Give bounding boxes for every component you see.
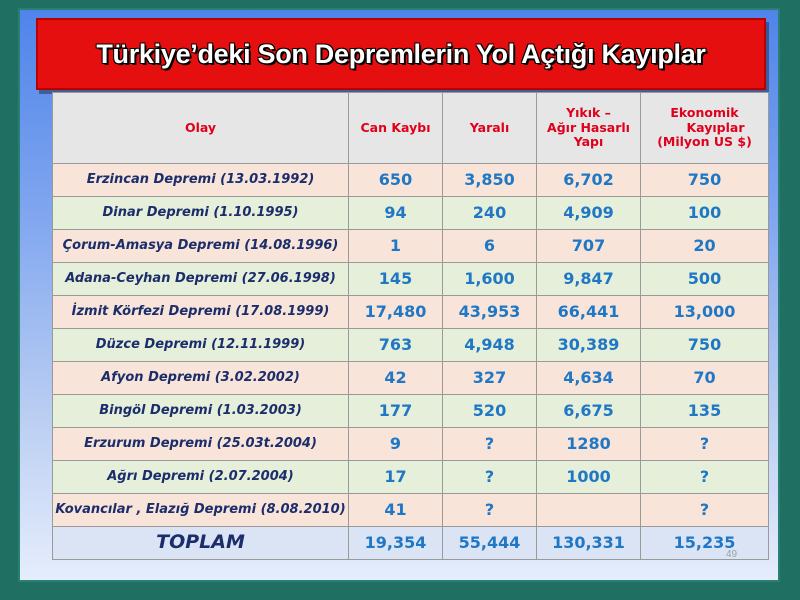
damaged-cell: 6,702 <box>537 164 641 197</box>
header-event: Olay <box>53 93 349 164</box>
table-row <box>53 164 769 197</box>
table-row <box>53 197 769 230</box>
table-row <box>53 296 769 329</box>
damaged-cell: 707 <box>537 230 641 263</box>
deaths-cell: 177 <box>349 395 443 428</box>
event-cell: Çorum-Amasya Depremi (14.08.1996) <box>53 230 349 263</box>
total-economic: 15,235 <box>641 527 769 560</box>
damaged-cell: 4,909 <box>537 197 641 230</box>
header-economic-losses <box>641 93 769 164</box>
header-damaged-line1: Yıkık – <box>566 105 611 121</box>
table-header-row <box>53 93 769 164</box>
economic-cell: 750 <box>641 164 769 197</box>
injured-cell: 240 <box>443 197 537 230</box>
economic-cell: ? <box>641 461 769 494</box>
damaged-cell: 30,389 <box>537 329 641 362</box>
economic-cell: 750 <box>641 329 769 362</box>
event-cell: Düzce Depremi (12.11.1999) <box>53 329 349 362</box>
total-injured: 55,444 <box>443 527 537 560</box>
damaged-cell: 9,847 <box>537 263 641 296</box>
damaged-cell: 6,675 <box>537 395 641 428</box>
economic-cell: 13,000 <box>641 296 769 329</box>
header-damaged-line3: Yapı <box>573 134 604 150</box>
header-deaths: Can Kaybı <box>349 93 443 164</box>
total-row <box>53 527 769 560</box>
deaths-cell: 17,480 <box>349 296 443 329</box>
table-row <box>53 263 769 296</box>
deaths-cell: 763 <box>349 329 443 362</box>
damaged-cell: 66,441 <box>537 296 641 329</box>
injured-cell: 3,850 <box>443 164 537 197</box>
event-cell: Afyon Depremi (3.02.2002) <box>53 362 349 395</box>
table-row <box>53 461 769 494</box>
total-deaths: 19,354 <box>349 527 443 560</box>
header-damaged-line2: Ağır Hasarlı <box>547 119 630 135</box>
injured-cell: 1,600 <box>443 263 537 296</box>
page-number: 49 <box>726 549 738 560</box>
deaths-cell: 145 <box>349 263 443 296</box>
total-label: TOPLAM <box>53 527 349 560</box>
event-cell: Dinar Depremi (1.10.1995) <box>53 197 349 230</box>
damaged-cell <box>537 494 641 527</box>
deaths-cell: 9 <box>349 428 443 461</box>
event-cell: Erzurum Depremi (25.03t.2004) <box>53 428 349 461</box>
event-cell: Bingöl Depremi (1.03.2003) <box>53 395 349 428</box>
event-cell: Kovancılar , Elazığ Depremi (8.08.2010) <box>53 494 349 527</box>
economic-cell: 70 <box>641 362 769 395</box>
deaths-cell: 42 <box>349 362 443 395</box>
injured-cell: ? <box>443 494 537 527</box>
injured-cell: 4,948 <box>443 329 537 362</box>
table-row <box>53 428 769 461</box>
deaths-cell: 650 <box>349 164 443 197</box>
title-banner <box>36 18 766 90</box>
event-cell: Ağrı Depremi (2.07.2004) <box>53 461 349 494</box>
economic-cell: 100 <box>641 197 769 230</box>
table-row <box>53 230 769 263</box>
injured-cell: 6 <box>443 230 537 263</box>
header-economic-line1: Ekonomik <box>670 105 739 121</box>
table-row <box>53 362 769 395</box>
economic-cell: 135 <box>641 395 769 428</box>
deaths-cell: 17 <box>349 461 443 494</box>
event-cell: Erzincan Depremi (13.03.1992) <box>53 164 349 197</box>
table-row <box>53 329 769 362</box>
economic-cell: 20 <box>641 230 769 263</box>
damaged-cell: 1280 <box>537 428 641 461</box>
total-damaged: 130,331 <box>537 527 641 560</box>
header-injured: Yaralı <box>443 93 537 164</box>
deaths-cell: 41 <box>349 494 443 527</box>
economic-cell: 500 <box>641 263 769 296</box>
table-row <box>53 395 769 428</box>
header-economic-line3: (Milyon US $) <box>657 134 752 150</box>
earthquake-losses-table <box>52 92 769 560</box>
event-cell: Adana-Ceyhan Depremi (27.06.1998) <box>53 263 349 296</box>
deaths-cell: 1 <box>349 230 443 263</box>
injured-cell: ? <box>443 428 537 461</box>
economic-cell: ? <box>641 428 769 461</box>
economic-cell: ? <box>641 494 769 527</box>
slide-title: Türkiye’deki Son Depremlerin Yol Açtığı Kayıplar <box>96 38 706 69</box>
damaged-cell: 1000 <box>537 461 641 494</box>
header-economic-line2: Kayıplar <box>686 119 745 135</box>
deaths-cell: 94 <box>349 197 443 230</box>
header-damaged-buildings <box>537 93 641 164</box>
event-cell: İzmit Körfezi Depremi (17.08.1999) <box>53 296 349 329</box>
table-row <box>53 494 769 527</box>
injured-cell: ? <box>443 461 537 494</box>
injured-cell: 43,953 <box>443 296 537 329</box>
injured-cell: 520 <box>443 395 537 428</box>
damaged-cell: 4,634 <box>537 362 641 395</box>
injured-cell: 327 <box>443 362 537 395</box>
